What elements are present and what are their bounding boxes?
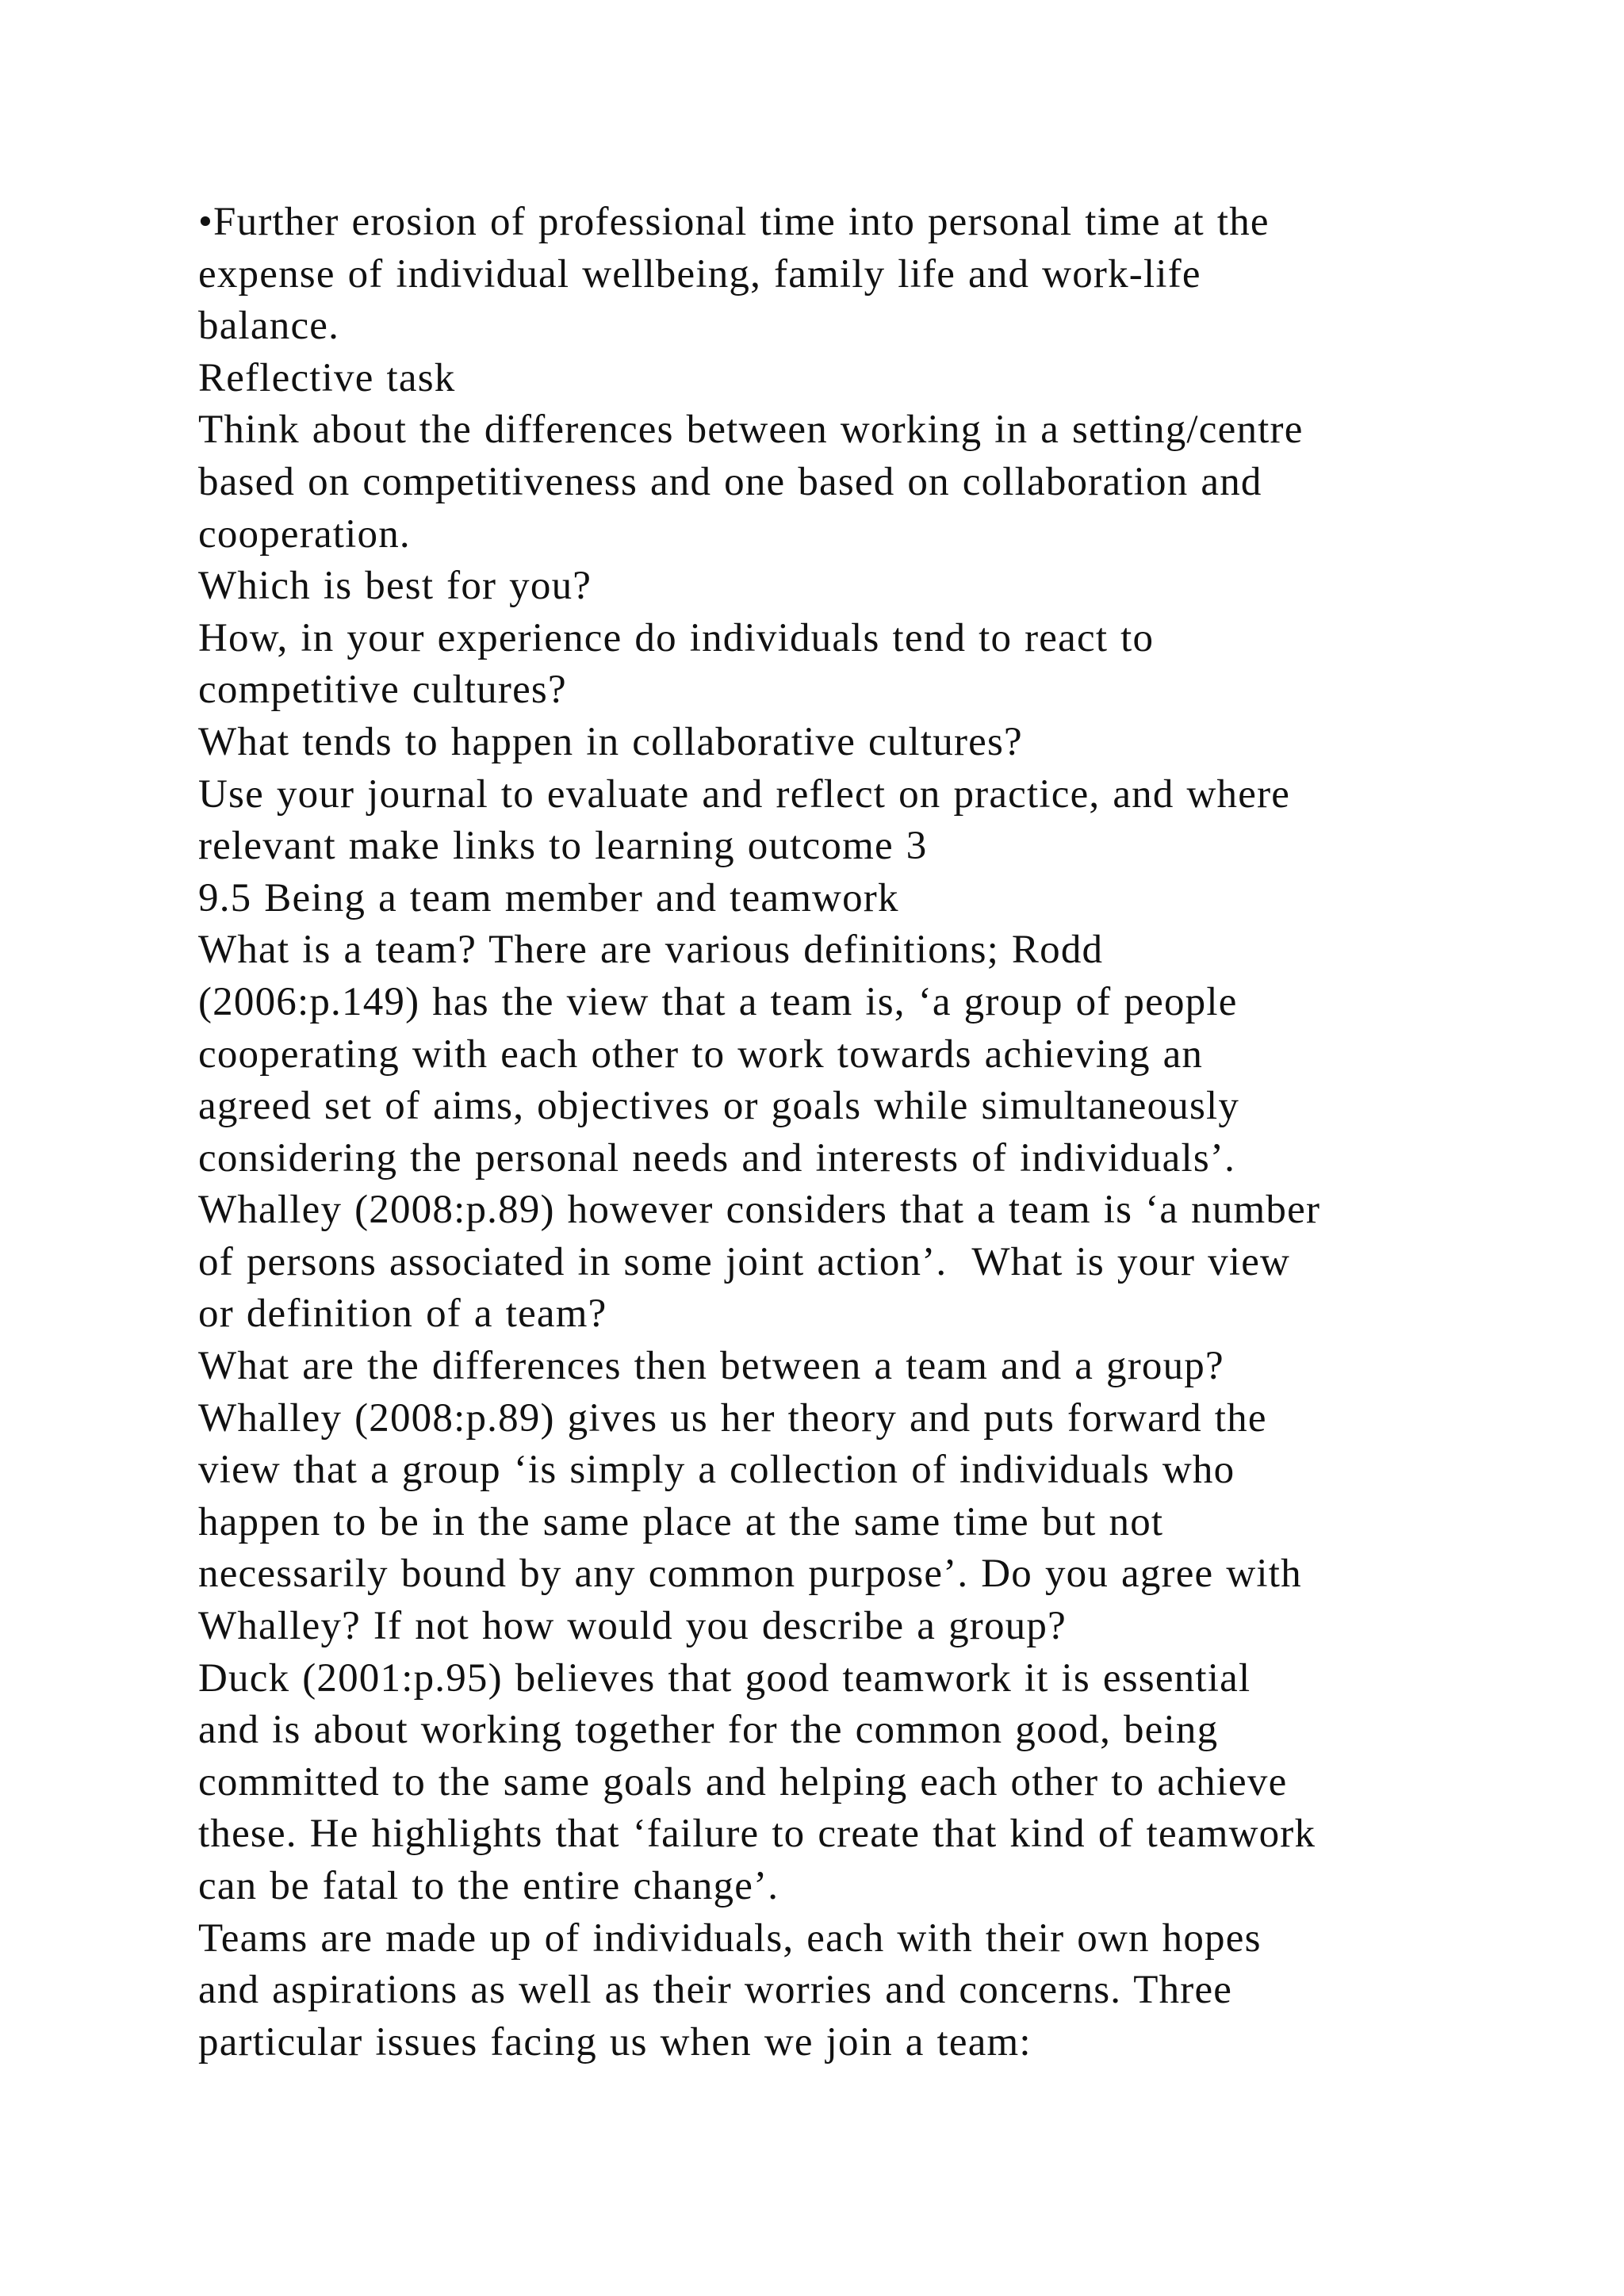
text-line: Whalley (2008:p.89) however considers that a team is ‘a number [198,1188,1321,1233]
text-line: Duck (2001:p.95) believes that good teamwork it is essential [198,1655,1251,1701]
text-line: Use your journal to evaluate and reflect on practice, and where [198,771,1291,817]
document-text [198,197,1546,2068]
text-line: of persons associated in some joint action’. What is your view [198,1239,1291,1284]
text-line: happen to be in the same place at the same time but not [198,1499,1164,1544]
text-line: relevant make links to learning outcome 3 [198,824,928,869]
text-line: can be fatal to the entire change’. [198,1864,779,1908]
text-line: view that a group ‘is simply a collection of individuals who [198,1448,1235,1493]
text-line: balance. [198,304,340,349]
text-line: Whalley (2008:p.89) gives us her theory and puts forward the [198,1395,1267,1441]
text-line: •Further erosion of professional time into personal time at the [198,200,1270,244]
text-line: What tends to happen in collaborative cultures? [198,719,1023,764]
text-line: competitive cultures? [198,668,567,713]
text-line: Teams are made up of individuals, each with their own hopes [198,1915,1262,1961]
text-line: necessarily bound by any common purpose’. Do you agree with [198,1552,1302,1597]
text-line: How, in your experience do individuals tend to react to [198,615,1155,660]
text-line: What are the differences then between a team and a group? [198,1344,1224,1389]
section-heading: Reflective task [198,355,456,400]
text-line: agreed set of aims, objectives or goals while simultaneously [198,1084,1240,1129]
text-line: cooperation. [198,511,411,557]
text-line: Which is best for you? [198,564,592,609]
text-line: What is a team? There are various definitions; Rodd [198,928,1104,973]
text-line: these. He highlights that ‘failure to create that kind of teamwork [198,1812,1316,1857]
text-line: Think about the differences between working in a setting/centre [198,408,1304,453]
text-line: particular issues facing us when we join a team: [198,2019,1032,2064]
text-line: and aspirations as well as their worries and concerns. Three [198,1968,1233,2013]
section-heading: 9.5 Being a team member and teamwork [198,875,899,920]
text-line: considering the personal needs and interests of individuals’. [198,1135,1236,1181]
text-line: (2006:p.149) has the view that a team is, ‘a group of people [198,979,1238,1024]
text-line: expense of individual wellbeing, family life and work-life [198,251,1201,297]
text-line: Whalley? If not how would you describe a group? [198,1604,1067,1649]
text-line: cooperating with each other to work towards achieving an [198,1031,1204,1077]
text-line: and is about working together for the common good, being [198,1708,1219,1753]
text-line: based on competitiveness and one based on collaboration and [198,459,1262,504]
text-line: committed to the same goals and helping each other to achieve [198,1759,1288,1804]
text-line: or definition of a team? [198,1292,607,1337]
